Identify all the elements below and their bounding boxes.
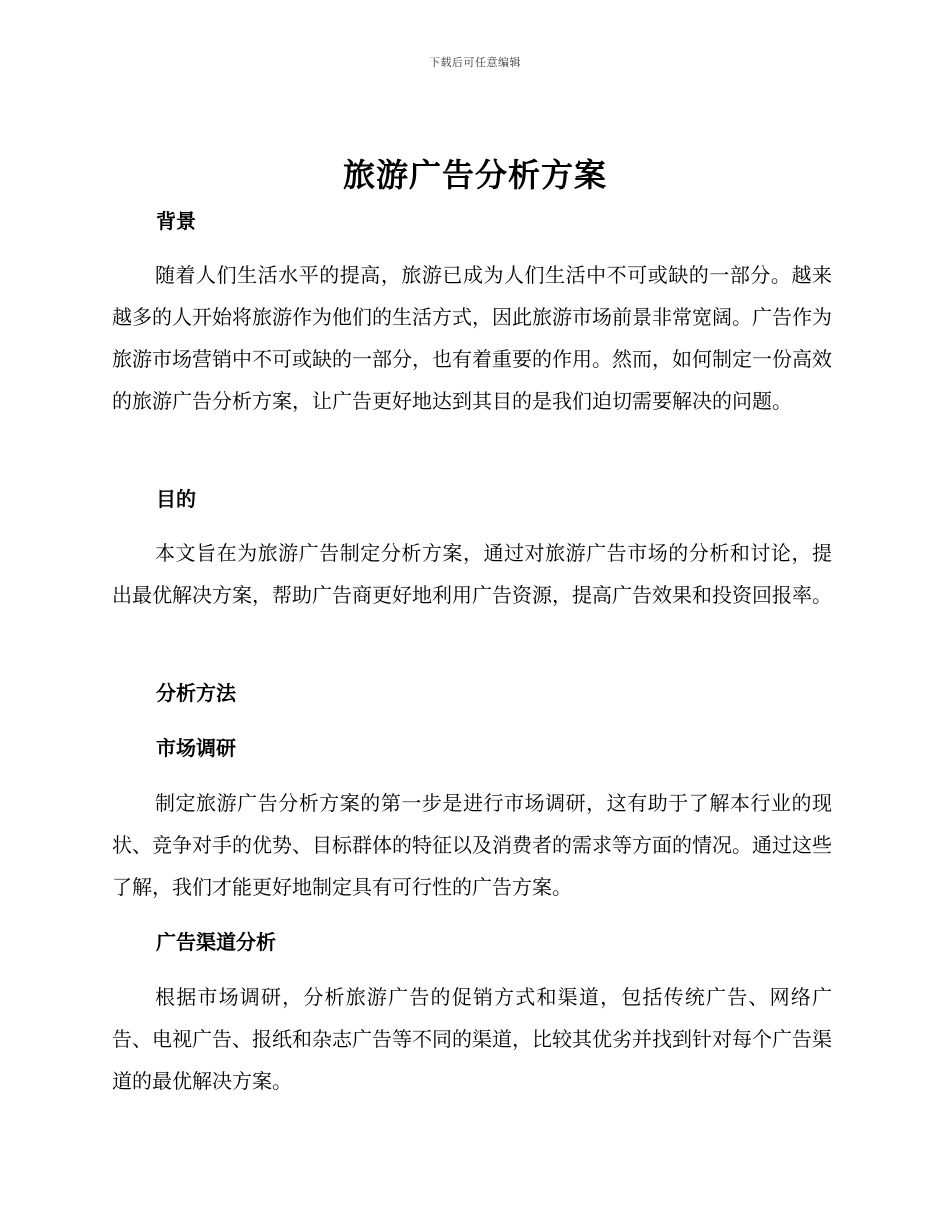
paragraph-background: 随着人们生活水平的提高，旅游已成为人们生活中不可或缺的一部分。越来越多的人开始将旅游作为他们的生活方式，因此旅游市场前景非常宽阔。广告作为旅游市场营销中不可或缺的一部分，也有着重要的作用。然而，如何制定一份高效的旅游广告分析方案，让广告更好地达到其目的是我们迫切需要解决的问题。 (112, 263, 832, 413)
section-heading-background: 背景 (156, 209, 196, 233)
paragraph-market-research: 制定旅游广告分析方案的第一步是进行市场调研，这有助于了解本行业的现状、竞争对手的优势、目标群体的特征以及消费者的需求等方面的情况。通过这些了解，我们才能更好地制定具有可行性的广告方案。 (112, 791, 832, 899)
section-heading-channel-analysis: 广告渠道分析 (156, 930, 276, 954)
section-heading-method: 分析方法 (156, 681, 236, 705)
paragraph-purpose: 本文旨在为旅游广告制定分析方案，通过对旅游广告市场的分析和讨论，提出最优解决方案，帮助广告商更好地利用广告资源，提高广告效果和投资回报率。 (112, 541, 832, 607)
page-header: 下载后可任意编辑 (429, 56, 521, 69)
paragraph-channel-analysis: 根据市场调研，分析旅游广告的促销方式和渠道，包括传统广告、网络广告、电视广告、报纸和杂志广告等不同的渠道，比较其优劣并找到针对每个广告渠道的最优解决方案。 (112, 985, 832, 1093)
document-title: 旅游广告分析方案 (342, 156, 607, 194)
section-heading-market-research: 市场调研 (156, 736, 236, 760)
section-heading-purpose: 目的 (156, 487, 196, 511)
